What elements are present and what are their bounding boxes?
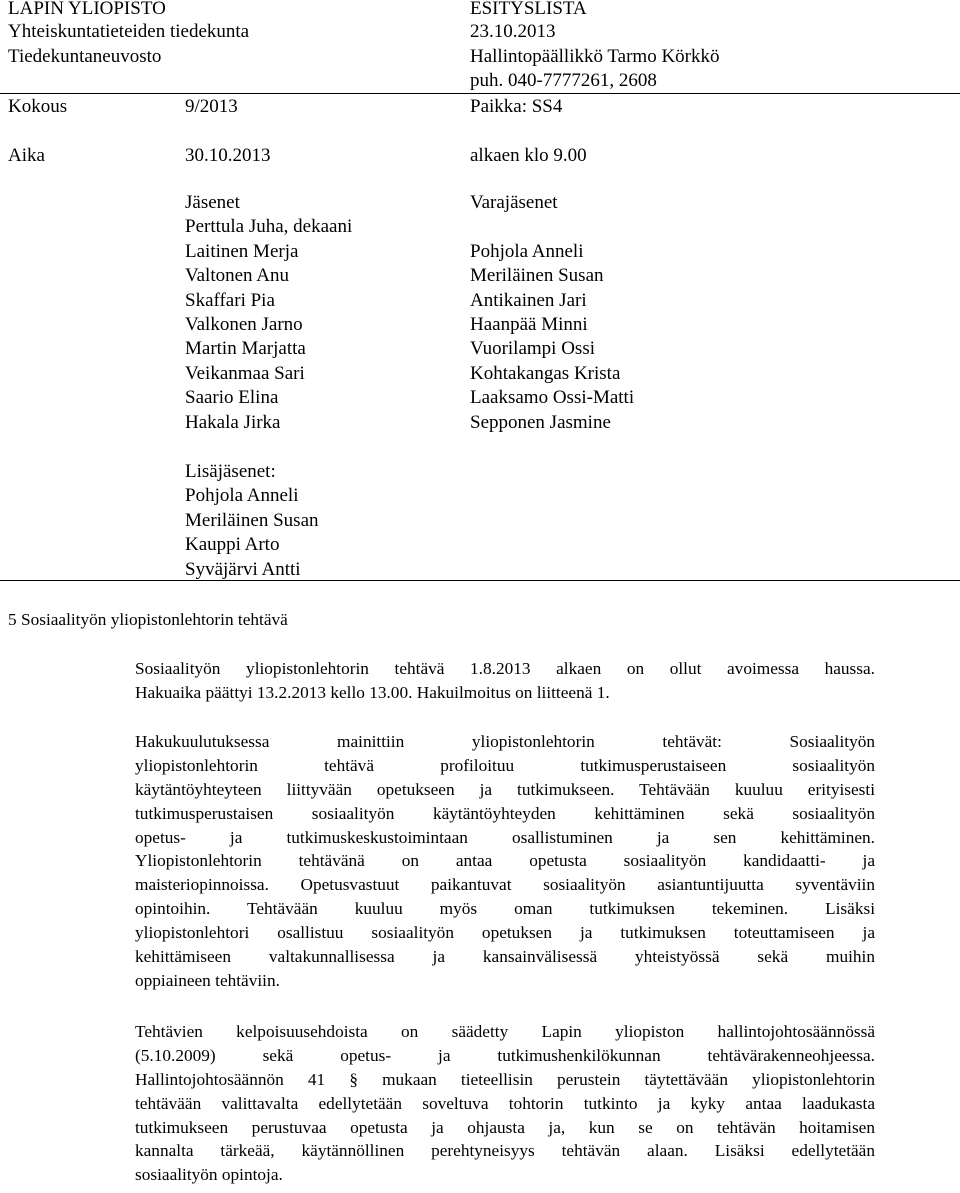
paragraph-line: Tehtävien kelpoisuusehdoista on säädetty Lapin yliopiston hallintojohtosäännössä <box>135 1022 875 1041</box>
time-label: Aika <box>8 145 45 166</box>
paragraph-line: Hakukuulutuksessa mainittiin yliopistonlehtorin tehtävät: Sosiaalityön <box>135 732 875 751</box>
contact-phone: puh. 040-7777261, 2608 <box>470 70 657 91</box>
paragraph-line: kehittämiseen valtakunnallisessa ja kansainvälisessä yhteistyössä sekä muihin <box>135 947 875 967</box>
paragraph-line: yliopistonlehtori osallistuu sosiaalityön opetuksen ja tutkimuksen toteuttamiseen ja <box>135 923 875 943</box>
header-divider <box>0 93 960 94</box>
paragraph-line: tehtävään valittavalta edellytetään soveltuva tohtorin tutkinto ja kyky antaa laadukasta <box>135 1093 875 1113</box>
document-date: 23.10.2013 <box>470 21 556 42</box>
meeting-start-time: alkaen klo 9.00 <box>470 145 587 166</box>
deputies-list <box>470 191 634 435</box>
deputy-item: Meriläinen Susan <box>470 265 604 287</box>
member-item: Valkonen Jarno <box>185 314 303 336</box>
paragraph-line: opetus- ja tutkimuskeskustoimintaan osallistuminen ja sen kehittäminen. <box>135 827 875 847</box>
additional-members-heading: Lisäjäsenet: <box>185 461 276 482</box>
paragraph-line: Sosiaalityön yliopistonlehtorin tehtävä 1.8.2013 alkaen on ollut avoimessa haussa. <box>135 659 875 678</box>
members-heading: Jäsenet <box>185 192 240 213</box>
meeting-date: 30.10.2013 <box>185 145 271 166</box>
member-item: Saario Elina <box>185 387 279 409</box>
meeting-place: Paikka: SS4 <box>470 96 563 117</box>
paragraph-1 <box>135 657 875 705</box>
paragraph-line: tutkimukseen perustuvaa opetusta ja ohjausta ja, kun se on tehtävän hoitamisen <box>135 1117 875 1137</box>
paragraph-line: Hakuaika päättyi 13.2.2013 kello 13.00. Hakuilmoitus on liitteenä 1. <box>135 682 610 702</box>
additional-members-list <box>185 460 319 582</box>
meeting-number: 9/2013 <box>185 96 238 117</box>
member-item: Veikanmaa Sari <box>185 362 305 384</box>
deputy-item: Kohtakangas Krista <box>470 362 621 384</box>
section-title: 5 Sosiaalityön yliopistonlehtorin tehtävä <box>8 610 288 629</box>
deputy-item: Pohjola Anneli <box>470 240 584 262</box>
paragraph-line: oppiaineen tehtäviin. <box>135 970 280 990</box>
university-name: LAPIN YLIOPISTO <box>8 0 166 19</box>
paragraph-line: sosiaalityön opintoja. <box>135 1165 283 1185</box>
members-list <box>185 191 352 435</box>
member-item: Hakala Jirka <box>185 411 281 433</box>
council-name: Tiedekuntaneuvosto <box>8 46 162 67</box>
member-item: Valtonen Anu <box>185 265 289 287</box>
member-item: Laitinen Merja <box>185 240 299 262</box>
paragraph-line: yliopistonlehtorin tehtävä profiloituu tutkimusperustaiseen sosiaalityön <box>135 755 875 775</box>
deputy-item: Laaksamo Ossi-Matti <box>470 387 635 409</box>
contact-person: Hallintopäällikkö Tarmo Körkkö <box>470 46 720 67</box>
paragraph-line: (5.10.2009) sekä opetus- ja tutkimushenkilökunnan tehtävärakenneohjeessa. <box>135 1045 875 1065</box>
meeting-label: Kokous <box>8 96 68 117</box>
faculty-name: Yhteiskuntatieteiden tiedekunta <box>8 21 250 42</box>
paragraph-line: käytäntöyhteyteen liittyvään opetukseen ja tutkimukseen. Tehtävään kuuluu erityisesti <box>135 779 875 799</box>
paragraph-line: Hallintojohtosäännön 41 § mukaan tieteellisin perustein täytettävään yliopistonlehtorin <box>135 1069 875 1089</box>
paragraph-2 <box>135 730 875 993</box>
member-item: Skaffari Pia <box>185 289 275 311</box>
paragraph-line: opintoihin. Tehtävään kuuluu myös oman tutkimuksen tekeminen. Lisäksi <box>135 899 875 919</box>
member-item: Perttula Juha, dekaani <box>185 216 353 238</box>
deputy-item: Sepponen Jasmine <box>470 411 611 433</box>
additional-member-item: Pohjola Anneli <box>185 485 299 507</box>
deputies-heading: Varajäsenet <box>470 192 558 213</box>
document-type: ESITYSLISTA <box>470 0 587 19</box>
additional-member-item: Syväjärvi Antti <box>185 558 301 580</box>
paragraph-line: kannalta tärkeää, käytännöllinen perehtyneisyys tehtävän alaan. Lisäksi edellytetään <box>135 1141 875 1161</box>
deputy-item: Vuorilampi Ossi <box>470 338 595 360</box>
additional-member-item: Kauppi Arto <box>185 534 280 556</box>
deputy-item: Haanpää Minni <box>470 314 588 336</box>
member-item: Martin Marjatta <box>185 338 306 360</box>
paragraph-line: tutkimusperustaisen sosiaalityön käytäntöyhteyden kehittäminen sekä sosiaalityön <box>135 803 875 823</box>
paragraph-line: maisteriopinnoissa. Opetusvastuut paikantuvat sosiaalityön asiantuntijuutta syventäviin <box>135 875 875 895</box>
deputy-item: Antikainen Jari <box>470 289 587 311</box>
section-divider <box>0 580 960 581</box>
paragraph-3 <box>135 1020 875 1187</box>
paragraph-line: Yliopistonlehtorin tehtävänä on antaa opetusta sosiaalityön kandidaatti- ja <box>135 851 875 871</box>
additional-member-item: Meriläinen Susan <box>185 509 319 531</box>
